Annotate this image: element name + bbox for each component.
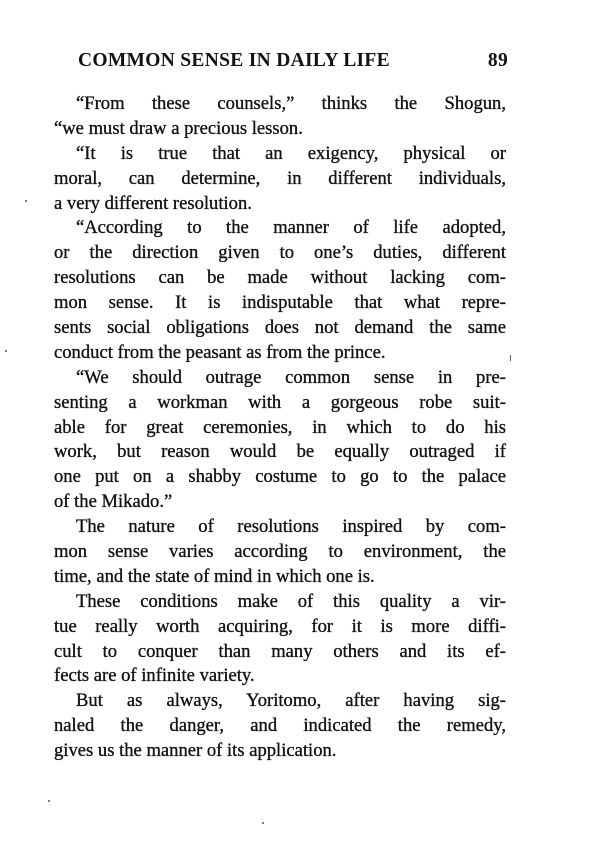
scan-speck: [262, 822, 264, 824]
text-line: a very different resolution.: [54, 192, 252, 214]
scan-speck: [510, 355, 511, 361]
text-line: “According to the manner of life adopted,: [76, 217, 506, 239]
text-line: “From these counsels,” thinks the Shogun,: [76, 93, 506, 114]
scan-speck: [48, 800, 50, 802]
paragraph: [54, 590, 506, 690]
paragraph: [54, 142, 506, 217]
scan-speck: [25, 200, 27, 202]
paragraph: [54, 92, 506, 142]
text-line: fects are of infinite variety.: [54, 665, 255, 687]
text-line: cult to conquer than many others and its ef-: [54, 640, 506, 662]
running-header: [78, 50, 508, 72]
text-line: resolutions can be made without lacking com-: [54, 267, 506, 289]
text-line: work, but reason would be equally outraged if: [54, 441, 506, 463]
page-body: [54, 92, 506, 764]
text-line: These conditions make of this quality a vir-: [76, 590, 506, 612]
text-line: “It is true that an exigency, physical or: [76, 142, 506, 164]
text-line: “we must draw a precious lesson.: [54, 117, 303, 139]
paragraph: [54, 689, 506, 764]
text-line: of the Mikado.”: [54, 491, 173, 513]
text-line: able for great ceremonies, in which to do his: [54, 416, 506, 438]
text-line: The nature of resolutions inspired by com-: [76, 516, 506, 538]
text-line: senting a workman with a gorgeous robe suit-: [54, 391, 506, 413]
text-line: naled the danger, and indicated the remedy,: [54, 715, 506, 737]
text-line: mon sense varies according to environment, the: [54, 541, 506, 563]
text-line: or the direction given to one’s duties, different: [54, 242, 506, 264]
text-line: But as always, Yoritomo, after having sig-: [76, 690, 506, 712]
text-line: conduct from the peasant as from the prince.: [54, 341, 386, 363]
text-line: time, and the state of mind in which one is.: [54, 565, 375, 587]
text-line: “We should outrage common sense in pre-: [76, 366, 506, 388]
running-title: COMMON SENSE IN DAILY LIFE: [78, 50, 390, 71]
paragraph: [54, 515, 506, 590]
scan-speck: [5, 350, 7, 352]
text-line: moral, can determine, in different individuals,: [54, 167, 506, 189]
page-number: 89: [487, 50, 508, 71]
text-line: tue really worth acquiring, for it is more diffi-: [54, 615, 506, 637]
text-line: one put on a shabby costume to go to the palace: [54, 466, 506, 488]
text-line: gives us the manner of its application.: [54, 740, 337, 762]
paragraph: [54, 366, 506, 515]
text-line: sents social obligations does not demand the same: [54, 317, 506, 339]
text-line: mon sense. It is indisputable that what repre-: [54, 292, 506, 314]
paragraph: [54, 216, 506, 365]
